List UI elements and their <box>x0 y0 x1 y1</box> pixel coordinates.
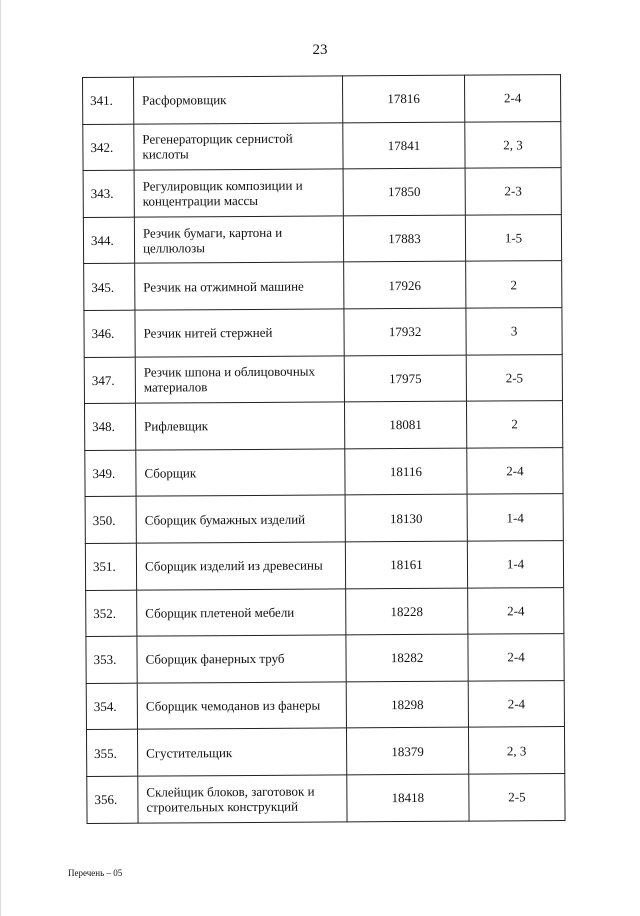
profession-code: 18228 <box>346 588 468 635</box>
profession-code: 17883 <box>343 215 465 262</box>
grade-range: 2-5 <box>469 773 565 820</box>
professions-table <box>82 74 566 823</box>
row-number: 342. <box>83 124 134 171</box>
row-number: 350. <box>85 497 136 544</box>
table-row <box>83 75 561 125</box>
profession-name: Сгустительщик <box>137 728 346 776</box>
profession-name: Сборщик бумажных изделий <box>136 495 345 543</box>
profession-code: 18282 <box>346 634 468 681</box>
profession-code: 17932 <box>344 308 466 355</box>
grade-range: 1-4 <box>467 541 563 588</box>
profession-name: Склейщик блоков, заготовок и строительных конструкций <box>138 775 347 823</box>
profession-name: Резчик на отжимной машине <box>135 262 344 310</box>
profession-name: Сборщик фанерных труб <box>137 635 346 683</box>
grade-range: 1-5 <box>465 214 561 261</box>
table-row <box>86 727 564 777</box>
table-row <box>85 447 563 497</box>
profession-code: 18116 <box>345 448 467 495</box>
profession-code: 17816 <box>342 75 464 122</box>
grade-range: 2, 3 <box>468 727 564 774</box>
grade-range: 2 <box>466 261 562 308</box>
document-footer: Перечень – 05 <box>68 868 123 878</box>
table-row <box>83 121 561 171</box>
profession-name: Резчик нитей стержней <box>135 309 344 357</box>
row-number: 356. <box>87 776 138 823</box>
profession-code: 18161 <box>345 541 467 588</box>
profession-name: Резчик шпона и облицовочных материалов <box>135 355 344 403</box>
table-row <box>85 494 563 544</box>
profession-code: 17841 <box>343 122 465 169</box>
profession-name: Сборщик плетеной мебели <box>137 588 346 636</box>
professions-table-wrapper <box>82 74 563 823</box>
table-row <box>84 401 562 451</box>
table-row <box>84 261 562 311</box>
profession-code: 18379 <box>346 727 468 774</box>
profession-code: 18298 <box>346 681 468 728</box>
profession-name: Регенераторщик сернистой кислоты <box>134 123 343 171</box>
profession-code: 17975 <box>344 355 466 402</box>
profession-name: Регулировщик композиции и концентрации массы <box>134 169 343 217</box>
grade-range: 2-3 <box>465 168 561 215</box>
grade-range: 2 <box>466 401 562 448</box>
table-row <box>84 308 562 358</box>
table-row <box>86 680 564 730</box>
row-number: 345. <box>84 264 135 311</box>
table-body <box>83 75 566 823</box>
grade-range: 2-4 <box>468 634 564 681</box>
row-number: 344. <box>83 217 134 264</box>
profession-code: 17926 <box>344 262 466 309</box>
table-row <box>83 214 561 264</box>
row-number: 352. <box>86 590 137 637</box>
row-number: 346. <box>84 310 135 357</box>
table-row <box>83 168 561 218</box>
grade-range: 2-5 <box>466 354 562 401</box>
grade-range: 2-4 <box>468 680 564 727</box>
profession-code: 18081 <box>344 401 466 448</box>
profession-name: Сборщик чемоданов из фанеры <box>137 682 346 730</box>
row-number: 351. <box>85 543 136 590</box>
grade-range: 2-4 <box>468 587 564 634</box>
profession-name: Расформовщик <box>134 76 343 124</box>
profession-name: Резчик бумаги, картона и целлюлозы <box>134 216 343 264</box>
row-number: 348. <box>84 403 135 450</box>
grade-range: 2, 3 <box>465 121 561 168</box>
profession-name: Рифлевщик <box>135 402 344 450</box>
table-row <box>86 587 564 637</box>
profession-code: 18418 <box>347 774 469 821</box>
grade-range: 3 <box>466 308 562 355</box>
row-number: 355. <box>86 729 137 776</box>
grade-range: 1-4 <box>467 494 563 541</box>
profession-code: 17850 <box>343 168 465 215</box>
table-row <box>86 634 564 684</box>
row-number: 341. <box>83 77 134 124</box>
page-number: 23 <box>312 42 328 58</box>
row-number: 354. <box>86 683 137 730</box>
row-number: 347. <box>84 357 135 404</box>
profession-code: 18130 <box>345 494 467 541</box>
grade-range: 2-4 <box>467 447 563 494</box>
row-number: 343. <box>83 170 134 217</box>
page-edge <box>0 0 1 916</box>
profession-name: Сборщик изделий из древесины <box>136 542 345 590</box>
table-row <box>87 773 565 823</box>
profession-name: Сборщик <box>136 449 345 497</box>
table-row <box>84 354 562 404</box>
row-number: 353. <box>86 636 137 683</box>
table-row <box>85 541 563 591</box>
row-number: 349. <box>85 450 136 497</box>
grade-range: 2-4 <box>464 75 560 122</box>
